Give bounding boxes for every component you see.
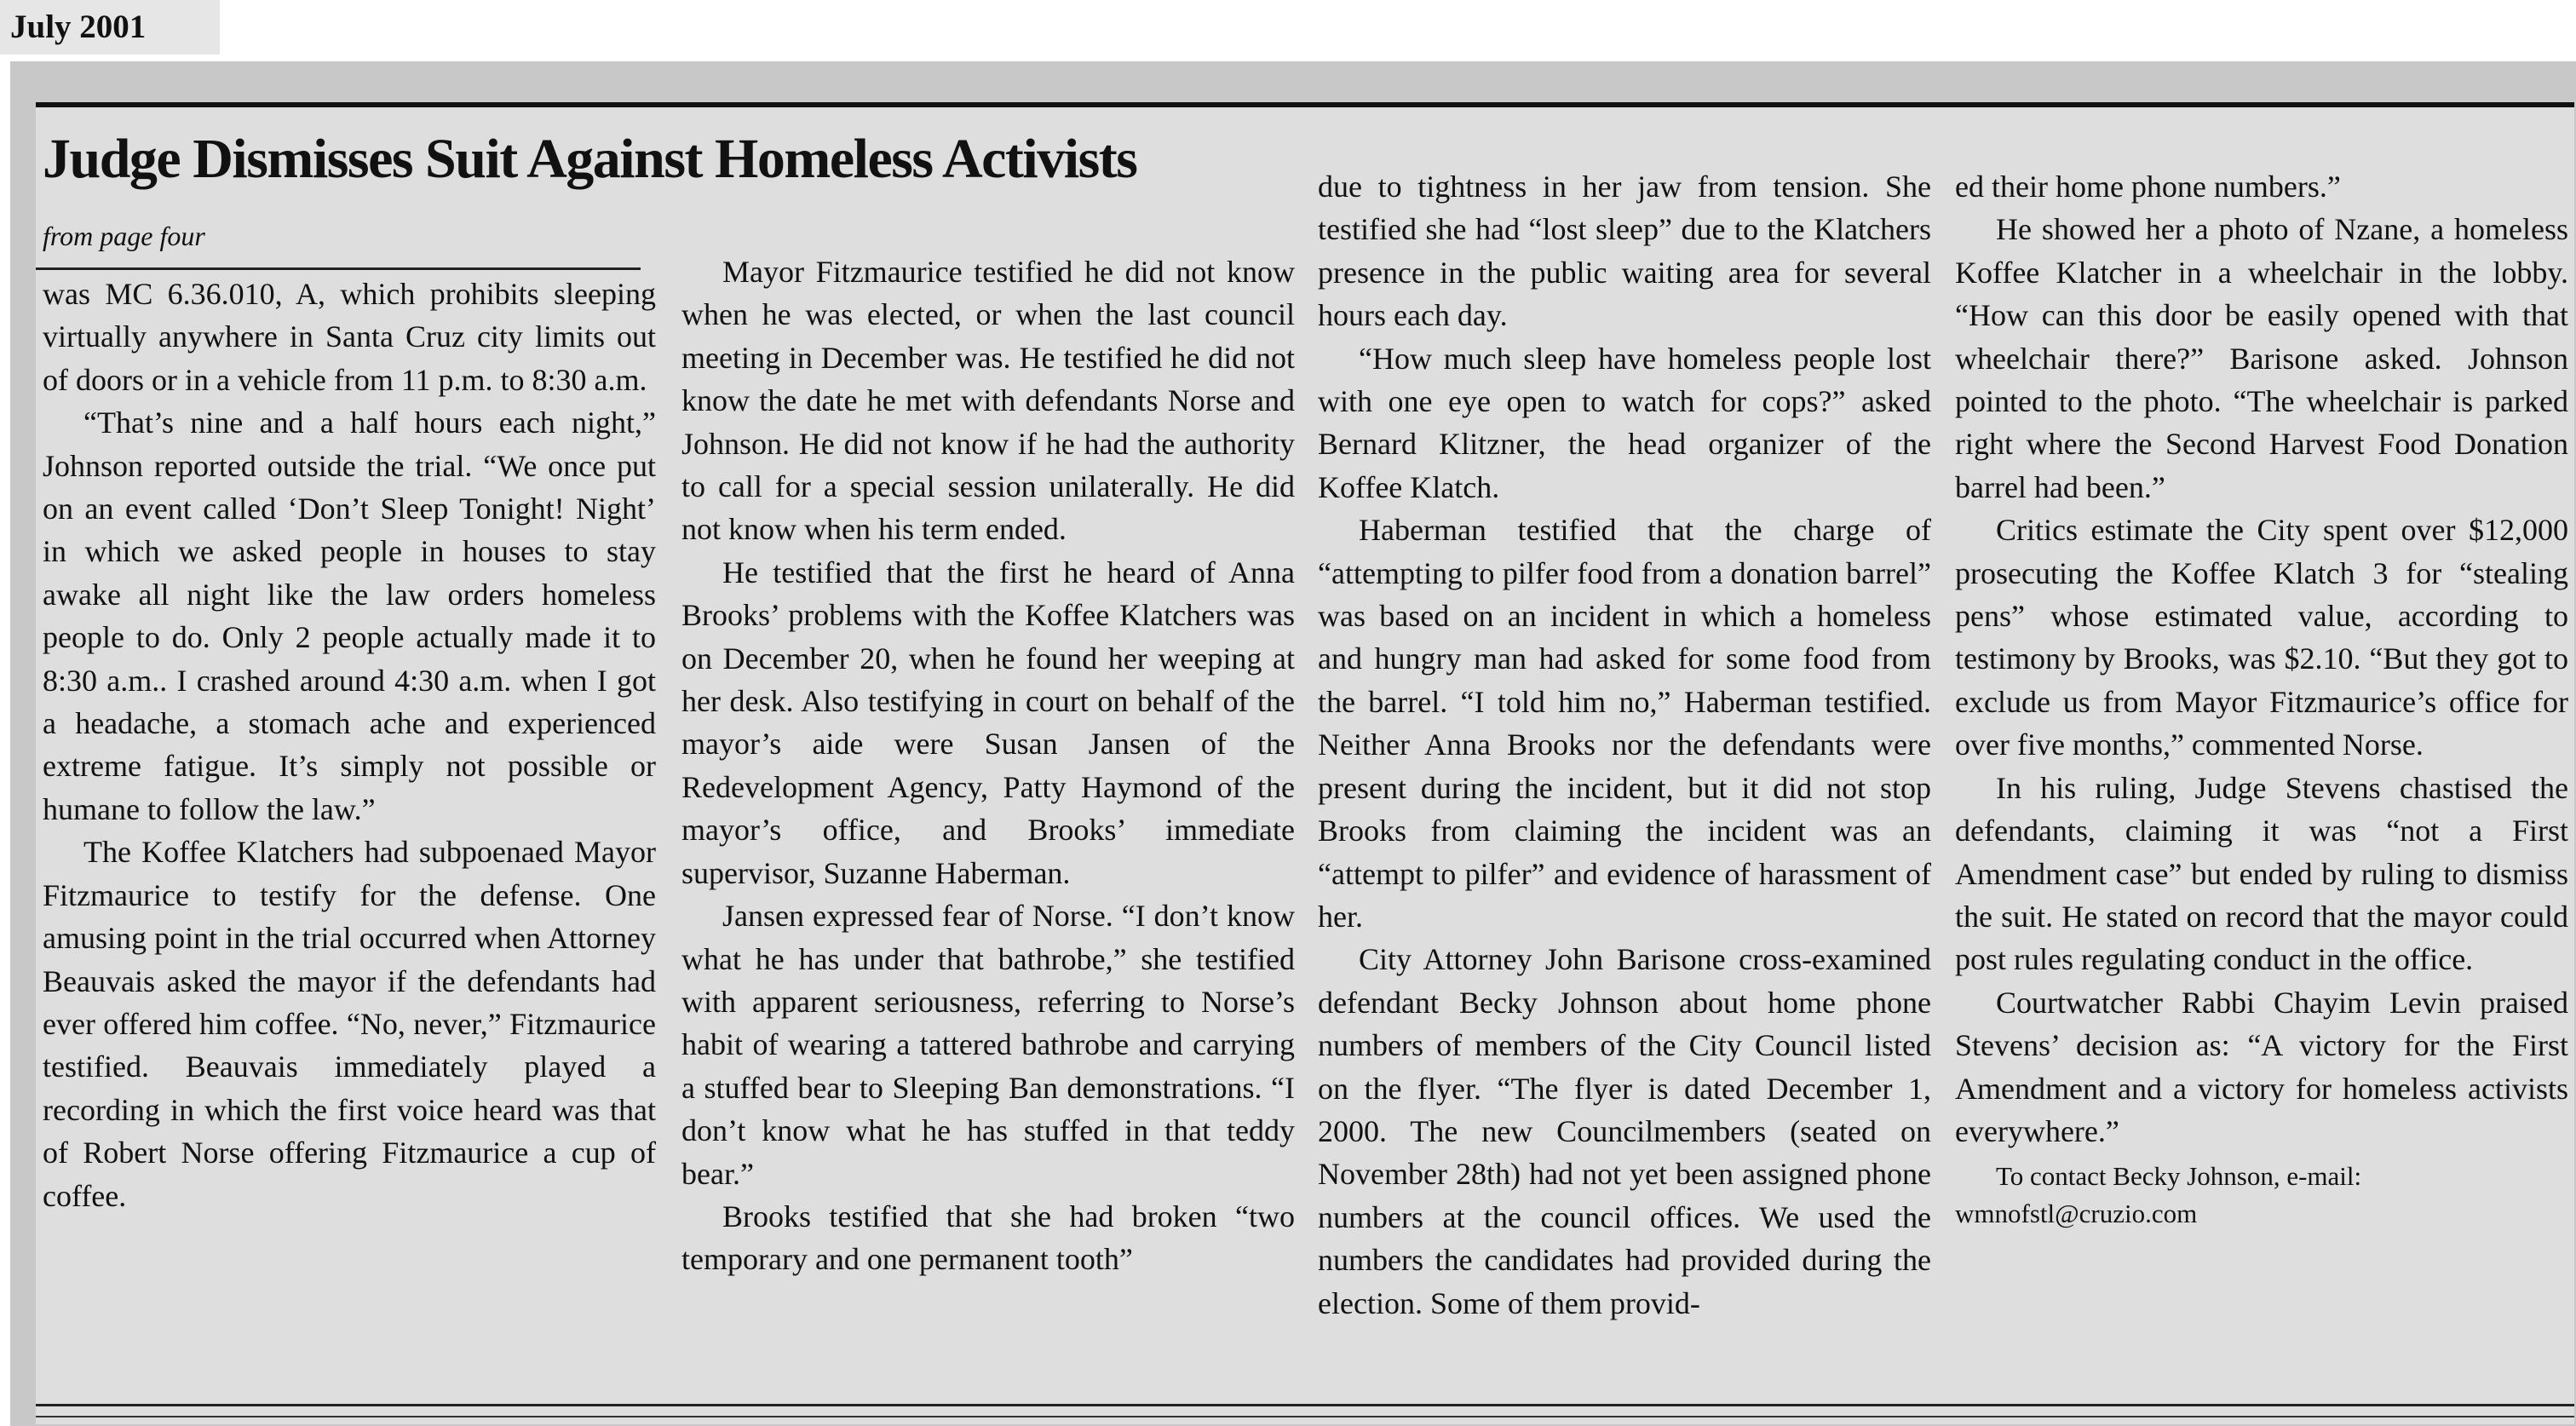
paragraph: “That’s nine and a half hours each night,” Johnson reported outside the trial. “We once put on an event called ‘Don’t Sleep Tonight! Night’ in which we asked people in houses to stay awake all night like the law orders homeless people to do. Only 2 people actually made it to 8:30 a.m.. I crashed around 4:30 a.m. when I got a headache, a stomach ache and experienced extreme fatigue. It’s simply not possible or humane to follow the law.” — [43, 405, 656, 826]
paragraph: was MC 6.36.010, A, which prohibits sleeping virtually anywhere in Santa Cruz city limits out of doors or in a vehicle from 11 p.m. to 8:30 a.m. — [43, 277, 656, 397]
continued-from-label: from page four — [43, 221, 205, 251]
article-column-4 — [1955, 165, 2568, 1395]
paragraph: Jansen expressed fear of Norse. “I don’t know what he has under that bathrobe,” she testified with apparent seriousness, referring to Norse’s habit of wearing a tattered bathrobe and carrying a stuffed bear to Sleeping Ban demonstrations. “I don’t know what he has stuffed in that teddy bear.” — [681, 899, 1295, 1191]
paragraph: City Attorney John Barisone cross-examined defendant Becky Johnson about home phone numbers of members of the City Council listed on the flyer. “The flyer is dated December 1, 2000. The new Councilmembers (seated on November 28th) had not yet been assigned phone numbers at the council offices. We used the numbers the candidates had provided during the election. Some of them provid- — [1318, 942, 1931, 1320]
paragraph: Brooks testified that she had broken “two temporary and one permanent tooth” — [681, 1199, 1295, 1277]
paragraph: The Koffee Klatchers had subpoenaed Mayor Fitzmaurice to testify for the defense. One amusing point in the trial occurred when Attorney Beauvais asked the mayor if the defendants had ever offered him coffee. “No, never,” Fitzmaurice testified. Beauvais immediately played a recording in which the first voice heard was that of Robert Norse offering Fitzmaurice a cup of coffee. — [43, 835, 656, 1213]
paragraph: Critics estimate the City spent over $12,000 prosecuting the Koffee Klatch 3 for “stealing pens” whose estimated value, according to testimony by Brooks, was $2.10. “But they got to exclude us from Mayor Fitzmaurice’s office for over five months,” commented Norse. — [1955, 513, 2568, 762]
paragraph: Courtwatcher Rabbi Chayim Levin praised Stevens’ decision as: “A victory for the First Amendment and a victory for homeless activists everywhere.” — [1955, 985, 2568, 1148]
paragraph: He showed her a photo of Nzane, a homeless Koffee Klatcher in a wheelchair in the lobby. “How can this door be easily opened with that wheelchair there?” Barisone asked. Johnson pointed to the photo. “The wheelchair is parked right where the Second Harvest Food Donation barrel had been.” — [1955, 212, 2568, 504]
article-headline: Judge Dismisses Suit Against Homeless Activists — [43, 128, 1137, 190]
paragraph: “How much sleep have homeless people lost with one eye open to watch for cops?” asked Bernard Klitzner, the head organizer of the Koffee Klatch. — [1318, 341, 1931, 504]
article-column-2 — [681, 250, 1295, 1395]
top-rule — [36, 102, 2574, 107]
article-column-1 — [43, 273, 656, 1394]
paragraph: Mayor Fitzmaurice testified he did not know when he was elected, or when the last council meeting in December was. He testified he did not know the date he met with defendants Norse and Johnson. He did not know if he had the authority to call for a special session unilaterally. He did not know when his term ended. — [681, 255, 1295, 547]
paragraph: Haberman testified that the charge of “attempting to pilfer food from a donation barrel” was based on an incident in which a homeless and hungry man had asked for some food from the barrel. “I told him no,” Haberman testified. Neither Anna Brooks nor the defendants were present during the incident, but it did not stop Brooks from claiming the incident was an “attempt to pilfer” and evidence of harassment of her. — [1318, 513, 1931, 934]
paragraph: In his ruling, Judge Stevens chastised the defendants, claiming it was “not a First Amendment case” but ended by ruling to dismiss the suit. He stated on record that the mayor could post rules regulating conduct in the office. — [1955, 770, 2568, 977]
paragraph: ed their home phone numbers.” — [1955, 170, 2341, 204]
paragraph: due to tightness in her jaw from tension. She testified she had “lost sleep” due to the Klatchers presence in the public waiting area for several hours each day. — [1318, 170, 1931, 333]
contact-info: To contact Becky Johnson, e-mail: wmnofstl@cruzio.com — [1955, 1161, 2362, 1229]
newspaper-page — [10, 61, 2576, 1426]
bottom-rule-secondary — [36, 1416, 2574, 1417]
headline-divider — [36, 267, 641, 270]
paragraph: He testified that the first he heard of Anna Brooks’ problems with the Koffee Klatchers was on December 20, when he found her weeping at her desk. Also testifying in court on behalf of the mayor’s aide were Susan Jansen of the Redevelopment Agency, Patty Haymond of the mayor’s office, and Brooks’ immediate supervisor, Suzanne Haberman. — [681, 555, 1295, 890]
bottom-rule — [36, 1404, 2574, 1406]
issue-date-label: July 2001 — [0, 0, 220, 55]
article-clipping — [36, 102, 2574, 1424]
article-column-3 — [1318, 165, 1931, 1395]
